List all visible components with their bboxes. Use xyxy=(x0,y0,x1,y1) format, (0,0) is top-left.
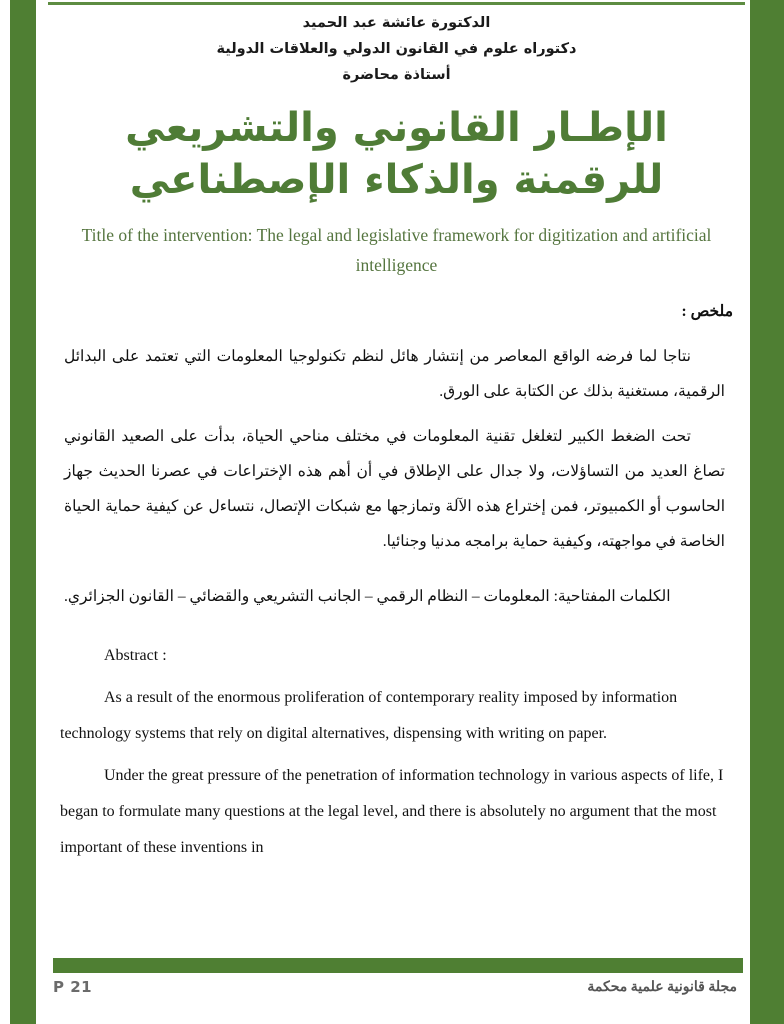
page-content xyxy=(48,0,745,1024)
journal-name: مجلة قانونية علمية محكمة xyxy=(587,979,737,995)
arabic-abstract-section xyxy=(60,294,733,614)
author-block xyxy=(60,0,733,88)
page-footer xyxy=(53,978,743,996)
author-degree: دكتوراه علوم في القانون الدولي والعلاقات الدولية xyxy=(216,41,577,57)
arabic-abstract-heading: ملخص : xyxy=(681,303,733,320)
arabic-abstract-paragraph-2: تحت الضغط الكبير لتغلغل تقنية المعلومات في مختلف مناحي الحياة، بدأت على الصعيد القانوني تصاغ العديد من التساؤلات، ولا جدال على الإطلاق في أن أهم هذه الإختراعات في عصرنا الحديث جهاز الحاسوب أو الكمبيوتر، فمن إختراع هذه الآلة وتمازجها مع شبكات الإتصال، نتساءل عن كيفية حماية الحياة الخاصة في مواجهته، وكيفية حماية برامجه مدنيا وجنائيا. xyxy=(64,428,725,550)
arabic-abstract-paragraph-1: نتاجا لما فرضه الواقع المعاصر من إنتشار هائل لنظم تكنولوجيا المعلومات التي تعتمد على البدائل الرقمية، مستغنية بذلك عن الكتابة على الورق. xyxy=(64,348,725,400)
arabic-keywords: الكلمات المفتاحية: المعلومات – النظام الرقمي – الجانب التشريعي والقضائي – القانون الجزائري. xyxy=(64,588,671,605)
english-abstract-heading: Abstract : xyxy=(104,647,167,664)
page-title xyxy=(60,102,733,206)
page-title-line-1: الإطـار القانوني والتشريعي xyxy=(125,105,668,151)
english-abstract-paragraph-2: Under the great pressure of the penetration of information technology in various aspects of life, I began to formulate many questions at the legal level, and there is absolutely no argument that the most important of these inventions in xyxy=(60,767,724,856)
english-abstract-section xyxy=(60,638,733,866)
page-title-line-2: للرقمنة والذكاء الإصطناعي xyxy=(129,157,664,203)
english-abstract-paragraph-1: As a result of the enormous proliferation of contemporary reality imposed by information technology systems that rely on digital alternatives, dispensing with writing on paper. xyxy=(60,689,678,742)
author-name: الدكتورة عائشة عبد الحميد xyxy=(302,15,491,31)
author-rank: أستاذة محاضرة xyxy=(342,67,451,83)
left-decorative-bar xyxy=(10,0,36,1024)
footer-accent-bar xyxy=(53,958,743,973)
right-decorative-bar xyxy=(750,0,784,1024)
page-number: P 21 xyxy=(53,978,93,996)
page-subtitle-english: Title of the intervention: The legal and legislative framework for digitization and artificial intelligence xyxy=(81,225,712,275)
